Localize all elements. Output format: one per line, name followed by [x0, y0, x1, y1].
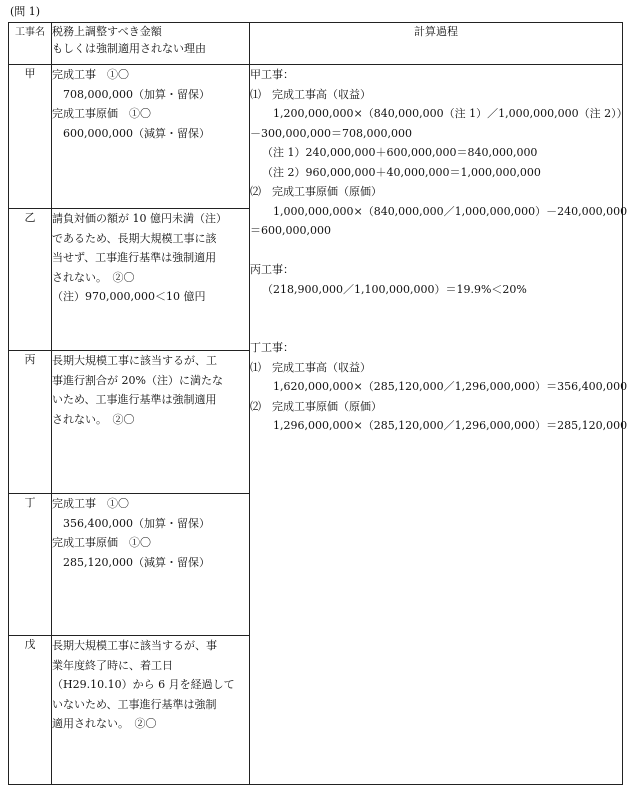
calc-line: （注 1）240,000,000＋600,000,000＝840,000,000 — [262, 146, 538, 159]
calc-line: ⑴ 完成工事高（収益） — [250, 87, 371, 101]
header-calc: 計算過程 — [250, 23, 623, 65]
calc-line: ⑴ 完成工事高（収益） — [250, 360, 371, 374]
row-adjustment — [52, 494, 250, 636]
calc-line: ⑵ 完成工事原価（原価） — [250, 185, 382, 198]
adj-line: 長期大規模工事に該当するが、事 — [52, 639, 217, 652]
adj-line: いため、工事進行基準は強制適用 — [52, 393, 217, 406]
calc-cell — [250, 65, 628, 785]
adj-line: いないため、工事進行基準は強制 — [52, 697, 217, 711]
adj-line: 完成工事原価 ①〇 — [52, 107, 151, 120]
calc-blank — [250, 241, 622, 261]
adj-line: 285,120,000（減算・留保） — [52, 555, 210, 569]
header-name: 工事名 — [9, 23, 52, 65]
adj-line: 請負対価の額が 10 億円未満（注） — [52, 212, 227, 225]
adj-line: 事進行割合が 20%（注）に満たな — [52, 373, 223, 387]
answer-table — [8, 22, 628, 785]
header-row — [9, 23, 623, 65]
header-adjustment-line2: もしくは強制適用されない理由 — [52, 42, 206, 55]
calc-blank — [250, 299, 622, 319]
adj-line: 適用されない。 ②〇 — [52, 717, 157, 730]
adj-line: 完成工事原価 ①〇 — [52, 536, 151, 549]
header-adjustment — [52, 23, 250, 65]
adj-line: されない。 ②〇 — [52, 412, 135, 426]
row-adjustment — [52, 351, 250, 494]
adj-line: （注）970,000,000＜10 億円 — [52, 290, 206, 303]
calc-line: （注 2）960,000,000＋40,000,000＝1,000,000,000 — [262, 165, 541, 179]
header-adjustment-line1: 税務上調整すべき金額 — [52, 25, 162, 38]
row-name: 戊 — [9, 636, 52, 785]
calc-line: 1,000,000,000×（840,000,000／1,000,000,000）－240,000,000 — [262, 204, 628, 218]
calc-line: 丙工事： — [250, 263, 294, 276]
calc-line: ＝600,000,000 — [250, 224, 331, 237]
adj-line: 業年度終了時に、着工日 — [52, 658, 173, 672]
adj-line: 完成工事 ①〇 — [52, 68, 129, 81]
adj-line: 356,400,000（加算・留保） — [52, 516, 210, 530]
row-name: 丙 — [9, 351, 52, 494]
question-label: (問 1) — [10, 5, 41, 18]
row-adjustment — [52, 636, 250, 785]
calc-line: ⑵ 完成工事原価（原価） — [250, 399, 382, 413]
adj-line: 708,000,000（加算・留保） — [52, 87, 210, 101]
calc-line: 1,296,000,000×（285,120,000／1,296,000,000）＝285,120,000 — [262, 419, 628, 432]
row-kou — [9, 65, 623, 209]
adj-line: 完成工事 ①〇 — [52, 497, 129, 510]
calc-line: 甲工事： — [250, 68, 294, 81]
adj-line: 600,000,000（減算・留保） — [52, 126, 210, 140]
row-adjustment — [52, 65, 250, 209]
adj-line: されない。 ②〇 — [52, 270, 135, 284]
adj-line: 当せず、工事進行基準は強制適用 — [52, 251, 217, 264]
calc-line: 1,200,000,000×（840,000,000（注 1）／1,000,000,000（注 2）） — [262, 107, 628, 120]
calc-line: （218,900,000／1,100,000,000）＝19.9%＜20% — [262, 282, 527, 296]
adj-line: であるため、長期大規模工事に該 — [52, 231, 217, 245]
row-name: 丁 — [9, 494, 52, 636]
adj-line: 長期大規模工事に該当するが、工 — [52, 354, 217, 367]
calc-line: 1,620,000,000×（285,120,000／1,296,000,000）＝356,400,000 — [262, 380, 628, 393]
row-adjustment — [52, 209, 250, 351]
calc-blank — [250, 319, 622, 339]
row-name: 甲 — [9, 65, 52, 209]
calc-line: －300,000,000＝708,000,000 — [250, 126, 412, 140]
row-name: 乙 — [9, 209, 52, 351]
adj-line: （H29.10.10）から 6 月を経過して — [52, 678, 235, 691]
calc-line: 丁工事： — [250, 341, 294, 354]
